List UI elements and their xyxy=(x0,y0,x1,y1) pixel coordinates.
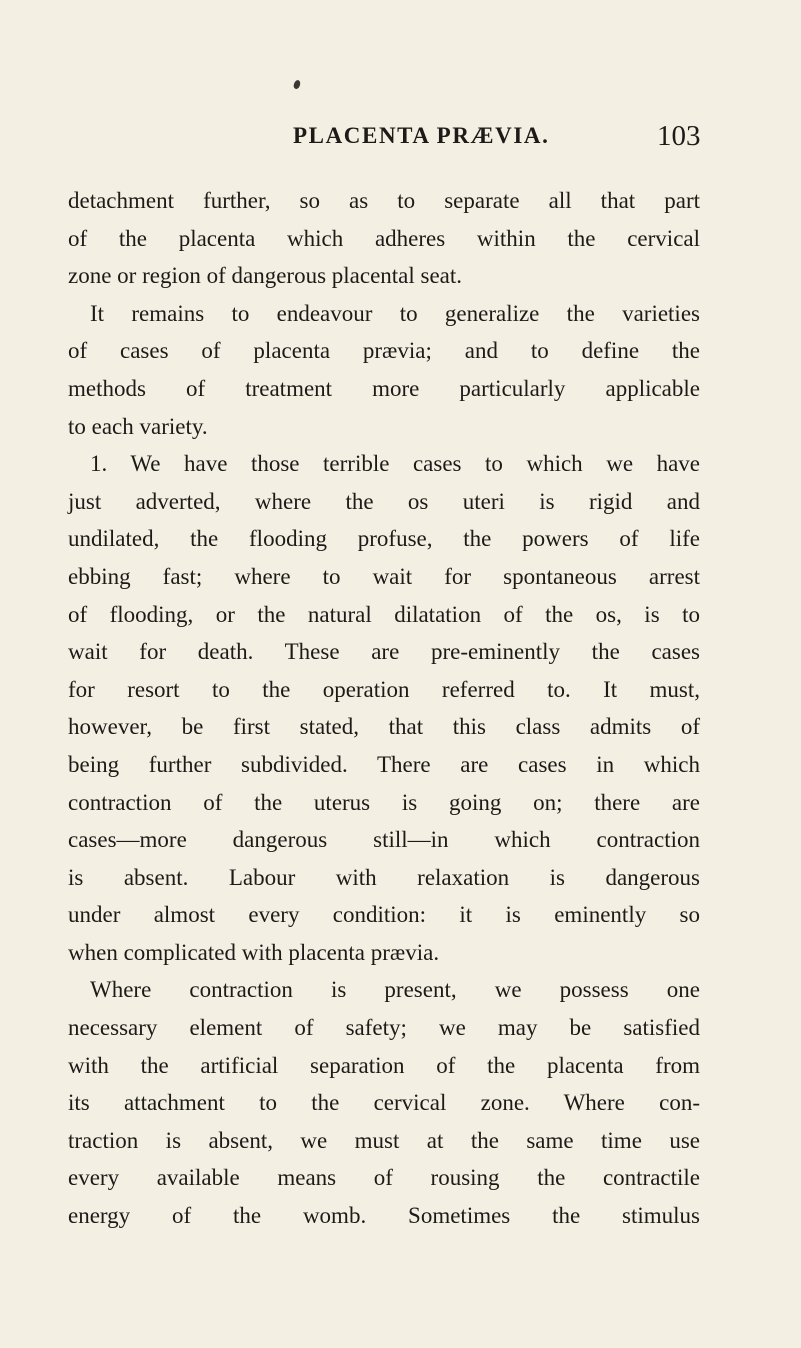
ink-speck xyxy=(293,79,302,90)
text-line: just adverted, where the os uteri is rigid and xyxy=(68,488,700,514)
text-line: traction is absent, we must at the same time use xyxy=(68,1127,700,1153)
text-line: however, be first stated, that this class admits of xyxy=(68,714,700,740)
text-line: of the placenta which adheres within the cervical xyxy=(68,225,700,251)
text-line: ebbing fast; where to wait for spontaneous arrest xyxy=(68,563,700,589)
text-line: when complicated with placenta prævia. xyxy=(68,939,440,965)
text-line: every available means of rousing the contractile xyxy=(68,1165,700,1191)
text-line: wait for death. These are pre-eminently the cases xyxy=(68,639,700,665)
text-line: energy of the womb. Sometimes the stimulus xyxy=(68,1203,700,1229)
text-line: contraction of the uterus is going on; there are xyxy=(68,789,700,815)
page-number: 103 xyxy=(657,120,701,152)
text-line: detachment further, so as to separate all that part xyxy=(68,188,700,213)
text-line: with the artificial separation of the placenta from xyxy=(68,1052,700,1078)
body-text xyxy=(68,182,700,1235)
text-line: of cases of placenta prævia; and to define the xyxy=(68,338,700,364)
text-line: is absent. Labour with relaxation is dangerous xyxy=(68,864,700,890)
text-line: It remains to endeavour to generalize the varieties xyxy=(90,300,700,326)
text-line: its attachment to the cervical zone. Where con- xyxy=(68,1090,700,1116)
text-line: necessary element of safety; we may be satisfied xyxy=(68,1015,700,1041)
text-line: being further subdivided. There are cases in which xyxy=(68,751,700,777)
text-line: undilated, the flooding profuse, the powers of life xyxy=(68,526,700,552)
running-title: PLACENTA PRÆVIA. xyxy=(293,123,550,148)
text-line: of flooding, or the natural dilatation of the os, is to xyxy=(68,601,700,627)
running-head xyxy=(0,116,801,156)
text-line: cases—more dangerous still—in which contraction xyxy=(68,827,700,853)
text-line: under almost every condition: it is eminently so xyxy=(68,902,700,928)
text-line: zone or region of dangerous placental seat. xyxy=(68,263,463,289)
text-line: 1. We have those terrible cases to which we have xyxy=(90,451,700,477)
text-line: for resort to the operation referred to. It must, xyxy=(68,676,700,702)
text-line: methods of treatment more particularly applicable xyxy=(68,375,700,401)
text-line: to each variety. xyxy=(68,413,208,439)
text-line: Where contraction is present, we possess one xyxy=(90,977,700,1003)
